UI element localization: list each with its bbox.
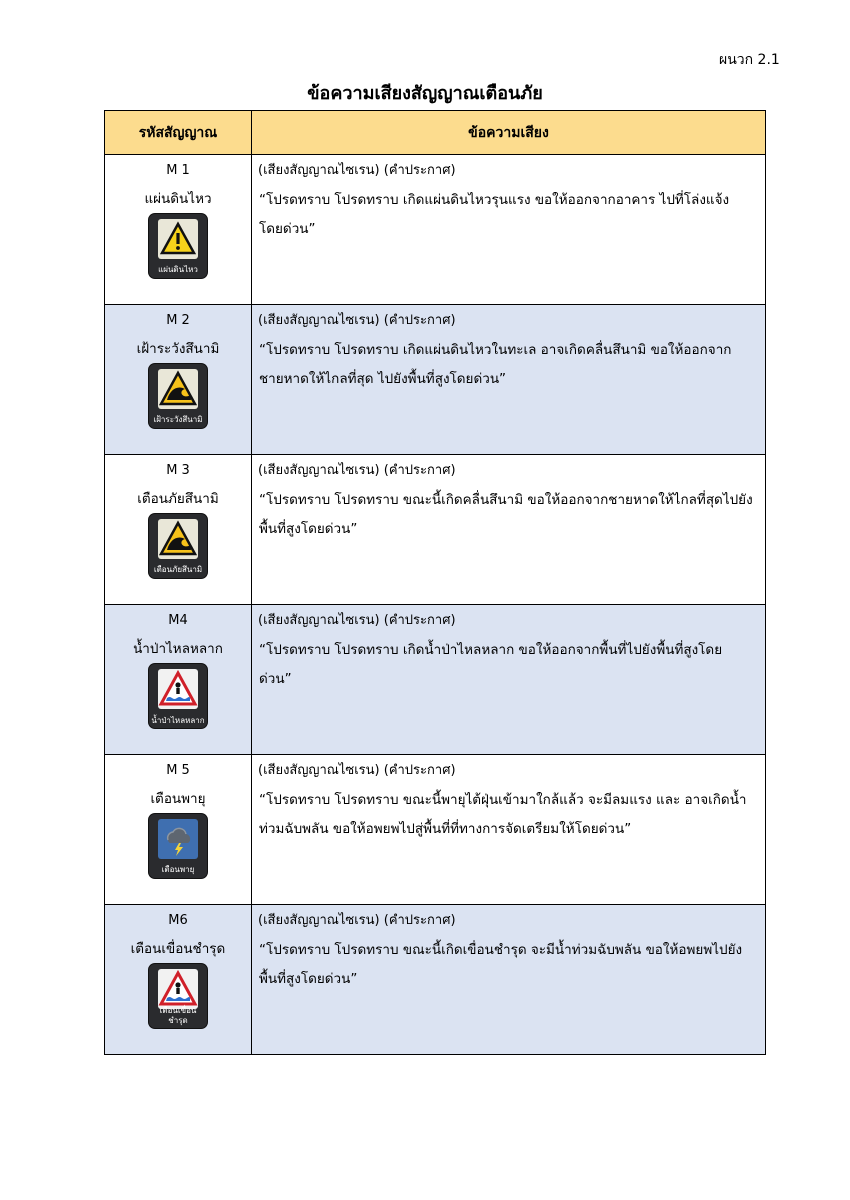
tsunami-warning-icon-tile: [149, 514, 207, 578]
announcement-cue: (เสียงสัญญาณไซเรน) (คำประกาศ): [258, 913, 456, 928]
voice-message-cell: [252, 905, 766, 1055]
signal-code-cell: [105, 155, 252, 305]
alert-message-table: [104, 110, 766, 1055]
announcement-cue: (เสียงสัญญาณไซเรน) (คำประกาศ): [258, 163, 456, 178]
table-row: [105, 755, 766, 905]
voice-message-cell: [252, 455, 766, 605]
announcement-cue: (เสียงสัญญาณไซเรน) (คำประกาศ): [258, 463, 456, 478]
icon-caption: แผ่นดินไหว: [158, 265, 198, 274]
icon-caption: เตือนภัยสึนามิ: [153, 565, 203, 574]
signal-code-cell: [105, 305, 252, 455]
table-row: [105, 305, 766, 455]
voice-message-text: “โปรดทราบ โปรดทราบ เกิดแผ่นดินไหวในทะเล อาจเกิดคลื่นสึนามิ ขอให้ออกจากชายหาดให้ไกลที่สุด ไปยังพื้นที่สูงโดยด่วน”: [259, 342, 732, 387]
signal-code-cell: [105, 905, 252, 1055]
signal-name: เตือนเขื่อนชำรุด: [130, 941, 226, 957]
column-header-signal-code: รหัสสัญญาณ: [105, 111, 252, 155]
table-row: [105, 905, 766, 1055]
page-title: ข้อความเสียงสัญญาณเตือนภัย: [307, 83, 543, 104]
flood-warning-icon: [158, 969, 198, 1009]
dam-failure-icon-tile: [149, 964, 207, 1028]
voice-message-cell: [252, 155, 766, 305]
table-row: [105, 155, 766, 305]
tsunami-wave-icon: [158, 369, 198, 409]
signal-name: เตือนพายุ: [150, 791, 206, 807]
icon-caption: เฝ้าระวังสึนามิ: [153, 415, 203, 424]
voice-message-text: “โปรดทราบ โปรดทราบ เกิดแผ่นดินไหวรุนแรง ขอให้ออกจากอาคาร ไปที่โล่งแจ้งโดยด่วน”: [259, 192, 730, 237]
announcement-cue: (เสียงสัญญาณไซเรน) (คำประกาศ): [258, 763, 456, 778]
signal-name: น้ำป่าไหลหลาก: [133, 641, 223, 657]
signal-code: M 5: [166, 763, 190, 778]
signal-code: M 2: [166, 313, 190, 328]
flood-warning-icon: [158, 669, 198, 709]
table-header-row: [105, 111, 766, 155]
tsunami-watch-icon-tile: [149, 364, 207, 428]
table-row: [105, 605, 766, 755]
storm-icon-tile: [149, 814, 207, 878]
column-header-voice-message: ข้อความเสียง: [252, 111, 766, 155]
voice-message-text: “โปรดทราบ โปรดทราบ ขณะนี้เกิดเขื่อนชำรุด จะมีน้ำท่วมฉับพลัน ขอให้อพยพไปยังพื้นที่สูงโดยด่วน”: [259, 942, 743, 987]
appendix-label: ผนวก 2.1: [719, 52, 780, 68]
signal-code: M 1: [166, 163, 190, 178]
icon-caption: เตือนเขื่อน ชำรุด: [159, 1006, 197, 1025]
voice-message-cell: [252, 305, 766, 455]
icon-caption: น้ำป่าไหลหลาก: [151, 716, 205, 725]
voice-message-cell: [252, 755, 766, 905]
signal-name: แผ่นดินไหว: [144, 191, 212, 207]
signal-name: เตือนภัยสึนามิ: [137, 491, 219, 507]
signal-code: M4: [168, 613, 188, 628]
flash-flood-icon-tile: [149, 664, 207, 728]
voice-message-text: “โปรดทราบ โปรดทราบ เกิดน้ำป่าไหลหลาก ขอให้ออกจากพื้นที่ไปยังพื้นที่สูงโดยด่วน”: [259, 642, 723, 687]
signal-code: M 3: [166, 463, 190, 478]
signal-code: M6: [168, 913, 188, 928]
signal-name: เฝ้าระวังสึนามิ: [136, 341, 220, 357]
voice-message-text: “โปรดทราบ โปรดทราบ ขณะนี้พายุไต้ฝุ่นเข้ามาใกล้แล้ว จะมีลมแรง และ อาจเกิดน้ำท่วมฉับพลัน ขอให้อพยพไปสู่พื้นที่ที่ทางการจัดเตรียมให้โดยด่วน”: [259, 792, 747, 837]
tsunami-wave-icon: [158, 519, 198, 559]
earthquake-icon-tile: [149, 214, 207, 278]
storm-cloud-icon: [158, 819, 198, 859]
voice-message-cell: [252, 605, 766, 755]
icon-caption: เตือนพายุ: [161, 865, 195, 874]
announcement-cue: (เสียงสัญญาณไซเรน) (คำประกาศ): [258, 313, 456, 328]
table-row: [105, 455, 766, 605]
warning-triangle-icon: [158, 219, 198, 259]
signal-code-cell: [105, 755, 252, 905]
signal-code-cell: [105, 455, 252, 605]
voice-message-text: “โปรดทราบ โปรดทราบ ขณะนี้เกิดคลื่นสึนามิ ขอให้ออกจากชายหาดให้ไกลที่สุดไปยังพื้นที่สูงโดยด่วน”: [259, 492, 753, 537]
announcement-cue: (เสียงสัญญาณไซเรน) (คำประกาศ): [258, 613, 456, 628]
signal-code-cell: [105, 605, 252, 755]
